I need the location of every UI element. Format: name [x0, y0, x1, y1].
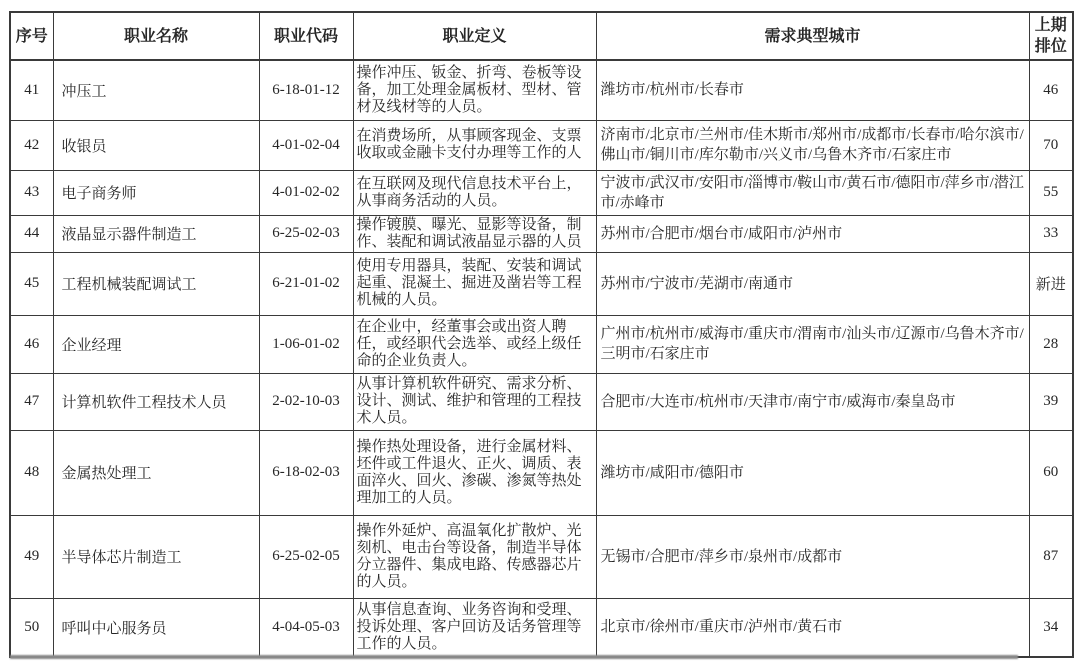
cell-occupation-name: 电子商务师: [53, 170, 259, 215]
cell-index: 47: [10, 373, 53, 430]
table-row: [10, 60, 1073, 120]
table-row: [10, 315, 1073, 373]
cell-index: 46: [10, 315, 53, 373]
cell-definition: 操作热处理设备，进行金属材料、坯件或工件退火、正火、调质、表面淬火、回火、渗碳、渗氮等热处理加工的人员。: [353, 430, 596, 515]
table-row: [10, 215, 1073, 252]
cell-definition: 在企业中，经董事会或出资人聘任，或经职代会选举、或经上级任命的企业负责人。: [353, 315, 596, 373]
cell-cities: 宁波市/武汉市/安阳市/淄博市/鞍山市/黄石市/德阳市/萍乡市/潜江市/赤峰市: [596, 170, 1029, 215]
cell-definition: 从事计算机软件研究、需求分析、设计、测试、维护和管理的工程技术人员。: [353, 373, 596, 430]
column-header-prev-rank: 上期排位: [1029, 12, 1073, 60]
cell-cities: 潍坊市/咸阳市/德阳市: [596, 430, 1029, 515]
table-header-row: [10, 12, 1073, 60]
occupation-ranking-table: [9, 11, 1074, 658]
cell-index: 45: [10, 252, 53, 315]
cell-prev-rank: 28: [1029, 315, 1073, 373]
cell-definition: 在消费场所，从事顾客现金、支票收取或金融卡支付办理等工作的人: [353, 120, 596, 170]
table-row: [10, 598, 1073, 657]
cell-index: 50: [10, 598, 53, 657]
cell-occupation-code: 6-25-02-05: [259, 515, 353, 598]
cell-index: 41: [10, 60, 53, 120]
cell-occupation-code: 4-01-02-02: [259, 170, 353, 215]
cell-definition: 使用专用器具，装配、安装和调试起重、混凝土、掘进及凿岩等工程机械的人员。: [353, 252, 596, 315]
cell-occupation-code: 4-04-05-03: [259, 598, 353, 657]
cell-prev-rank: 87: [1029, 515, 1073, 598]
cell-definition: 从事信息查询、业务咨询和受理、投诉处理、客户回访及话务管理等工作的人员。: [353, 598, 596, 657]
cell-index: 44: [10, 215, 53, 252]
cell-definition: 操作镀膜、曝光、显影等设备，制作、装配和调试液晶显示器的人员: [353, 215, 596, 252]
cell-cities: 济南市/北京市/兰州市/佳木斯市/郑州市/成都市/长春市/哈尔滨市/佛山市/铜川市/库尔勒市/兴义市/乌鲁木齐市/石家庄市: [596, 120, 1029, 170]
cell-occupation-name: 金属热处理工: [53, 430, 259, 515]
column-header-cities: 需求典型城市: [596, 12, 1029, 60]
cell-prev-rank: 34: [1029, 598, 1073, 657]
cell-occupation-name: 工程机械装配调试工: [53, 252, 259, 315]
column-header-name: 职业名称: [53, 12, 259, 60]
cell-cities: 潍坊市/杭州市/长春市: [596, 60, 1029, 120]
cell-occupation-name: 半导体芯片制造工: [53, 515, 259, 598]
cell-prev-rank: 33: [1029, 215, 1073, 252]
occupation-table-body: [10, 60, 1073, 657]
table-row: [10, 170, 1073, 215]
table-row: [10, 252, 1073, 315]
cell-definition: 操作冲压、钣金、折弯、卷板等设备，加工处理金属板材、型材、管材及线材等的人员。: [353, 60, 596, 120]
cell-index: 42: [10, 120, 53, 170]
cell-occupation-code: 6-18-02-03: [259, 430, 353, 515]
cell-occupation-name: 冲压工: [53, 60, 259, 120]
column-header-index: 序号: [10, 12, 53, 60]
table-row: [10, 373, 1073, 430]
column-header-code: 职业代码: [259, 12, 353, 60]
cell-prev-rank: 39: [1029, 373, 1073, 430]
cell-occupation-code: 6-18-01-12: [259, 60, 353, 120]
cell-prev-rank: 70: [1029, 120, 1073, 170]
cell-cities: 北京市/徐州市/重庆市/泸州市/黄石市: [596, 598, 1029, 657]
cell-occupation-name: 液晶显示器件制造工: [53, 215, 259, 252]
cell-occupation-name: 计算机软件工程技术人员: [53, 373, 259, 430]
cell-index: 48: [10, 430, 53, 515]
cell-occupation-name: 企业经理: [53, 315, 259, 373]
cell-prev-rank: 55: [1029, 170, 1073, 215]
column-header-definition: 职业定义: [353, 12, 596, 60]
cell-cities: 苏州市/合肥市/烟台市/咸阳市/泸州市: [596, 215, 1029, 252]
cell-cities: 无锡市/合肥市/萍乡市/泉州市/成都市: [596, 515, 1029, 598]
cell-prev-rank: 新进: [1029, 252, 1073, 315]
cell-cities: 苏州市/宁波市/芜湖市/南通市: [596, 252, 1029, 315]
table-row: [10, 515, 1073, 598]
cell-occupation-code: 4-01-02-04: [259, 120, 353, 170]
cell-occupation-code: 6-25-02-03: [259, 215, 353, 252]
table-row: [10, 120, 1073, 170]
cell-occupation-name: 呼叫中心服务员: [53, 598, 259, 657]
cell-cities: 合肥市/大连市/杭州市/天津市/南宁市/威海市/秦皇岛市: [596, 373, 1029, 430]
scan-artifact-strip: [10, 655, 1018, 659]
cell-cities: 广州市/杭州市/威海市/重庆市/渭南市/汕头市/辽源市/乌鲁木齐市/三明市/石家庄市: [596, 315, 1029, 373]
cell-index: 43: [10, 170, 53, 215]
cell-prev-rank: 60: [1029, 430, 1073, 515]
cell-definition: 操作外延炉、高温氧化扩散炉、光刻机、电击台等设备，制造半导体分立器件、集成电路、传感器芯片的人员。: [353, 515, 596, 598]
cell-occupation-code: 1-06-01-02: [259, 315, 353, 373]
cell-definition: 在互联网及现代信息技术平台上，从事商务活动的人员。: [353, 170, 596, 215]
table-row: [10, 430, 1073, 515]
cell-occupation-code: 2-02-10-03: [259, 373, 353, 430]
cell-prev-rank: 46: [1029, 60, 1073, 120]
cell-index: 49: [10, 515, 53, 598]
cell-occupation-name: 收银员: [53, 120, 259, 170]
cell-occupation-code: 6-21-01-02: [259, 252, 353, 315]
